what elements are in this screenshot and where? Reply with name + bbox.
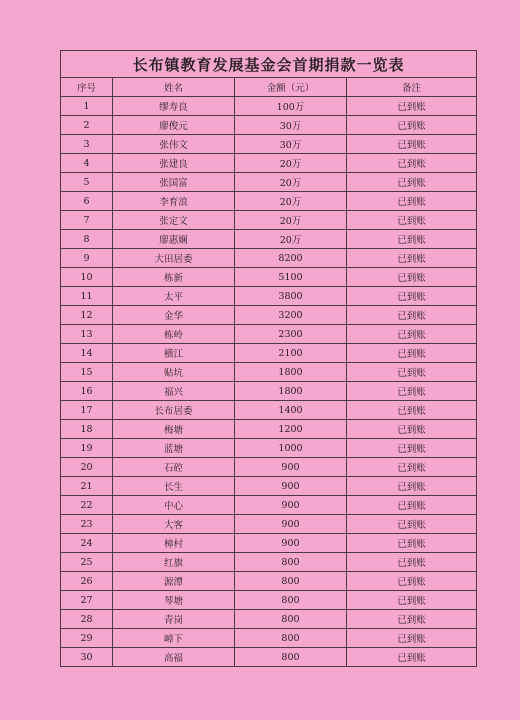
status-note: 已到账 [347,477,477,496]
donor-name: 贴坑 [113,363,235,382]
table-row [61,154,477,173]
header-name: 姓名 [113,78,235,97]
row-number: 29 [61,629,113,648]
donation-table [60,50,477,667]
status-note: 已到账 [347,287,477,306]
donation-amount: 20万 [235,154,347,173]
donor-name: 张国富 [113,173,235,192]
row-number: 7 [61,211,113,230]
status-note: 已到账 [347,249,477,268]
donor-name: 横江 [113,344,235,363]
table-row [61,648,477,667]
donor-name: 张建良 [113,154,235,173]
table-row [61,572,477,591]
donor-name: 廖惠娴 [113,230,235,249]
row-number: 23 [61,515,113,534]
status-note: 已到账 [347,648,477,667]
row-number: 27 [61,591,113,610]
row-number: 17 [61,401,113,420]
donation-amount: 30万 [235,116,347,135]
row-number: 22 [61,496,113,515]
status-note: 已到账 [347,591,477,610]
donation-amount: 3800 [235,287,347,306]
table-row [61,230,477,249]
donation-amount: 2100 [235,344,347,363]
row-number: 19 [61,439,113,458]
table-row [61,173,477,192]
row-number: 9 [61,249,113,268]
row-number: 20 [61,458,113,477]
table-row [61,192,477,211]
status-note: 已到账 [347,610,477,629]
status-note: 已到账 [347,154,477,173]
donation-amount: 8200 [235,249,347,268]
status-note: 已到账 [347,572,477,591]
donation-amount: 900 [235,515,347,534]
donor-name: 红旗 [113,553,235,572]
table-row [61,401,477,420]
table-row [61,515,477,534]
status-note: 已到账 [347,439,477,458]
row-number: 11 [61,287,113,306]
status-note: 已到账 [347,306,477,325]
table-row [61,287,477,306]
status-note: 已到账 [347,629,477,648]
donor-name: 樟村 [113,534,235,553]
donation-amount: 20万 [235,192,347,211]
table-row [61,439,477,458]
status-note: 已到账 [347,97,477,116]
donation-amount: 5100 [235,268,347,287]
donor-name: 栋新 [113,268,235,287]
status-note: 已到账 [347,515,477,534]
row-number: 24 [61,534,113,553]
table-row [61,629,477,648]
table-row [61,344,477,363]
donor-name: 张定文 [113,211,235,230]
donation-amount: 100万 [235,97,347,116]
status-note: 已到账 [347,534,477,553]
donor-name: 张伟文 [113,135,235,154]
row-number: 30 [61,648,113,667]
header-row [61,78,477,97]
donor-name: 源潭 [113,572,235,591]
row-number: 4 [61,154,113,173]
status-note: 已到账 [347,116,477,135]
donation-amount: 800 [235,610,347,629]
donor-name: 廖俊元 [113,116,235,135]
header-note: 备注 [347,78,477,97]
status-note: 已到账 [347,382,477,401]
table-row [61,306,477,325]
donation-amount: 2300 [235,325,347,344]
row-number: 14 [61,344,113,363]
status-note: 已到账 [347,344,477,363]
status-note: 已到账 [347,135,477,154]
table-row [61,97,477,116]
donation-amount: 20万 [235,230,347,249]
status-note: 已到账 [347,211,477,230]
row-number: 2 [61,116,113,135]
table-row [61,534,477,553]
row-number: 18 [61,420,113,439]
donation-amount: 800 [235,591,347,610]
table-row [61,591,477,610]
status-note: 已到账 [347,173,477,192]
row-number: 21 [61,477,113,496]
donor-name: 长生 [113,477,235,496]
donor-name: 中心 [113,496,235,515]
donor-name: 栋岭 [113,325,235,344]
donor-name: 石硿 [113,458,235,477]
donor-name: 梅塘 [113,420,235,439]
donor-name: 青岗 [113,610,235,629]
status-note: 已到账 [347,553,477,572]
donation-amount: 800 [235,572,347,591]
table-row [61,420,477,439]
row-number: 5 [61,173,113,192]
status-note: 已到账 [347,268,477,287]
donor-name: 蓝塘 [113,439,235,458]
table-row [61,211,477,230]
table-row [61,135,477,154]
status-note: 已到账 [347,192,477,211]
donor-name: 大客 [113,515,235,534]
table-title: 长布镇教育发展基金会首期捐款一览表 [61,51,477,78]
donation-amount: 900 [235,496,347,515]
donor-name: 琴塘 [113,591,235,610]
donor-name: 高福 [113,648,235,667]
row-number: 3 [61,135,113,154]
donation-amount: 800 [235,629,347,648]
status-note: 已到账 [347,401,477,420]
table-row [61,458,477,477]
donation-amount: 800 [235,553,347,572]
status-note: 已到账 [347,458,477,477]
table-row [61,325,477,344]
row-number: 28 [61,610,113,629]
status-note: 已到账 [347,363,477,382]
donation-amount: 20万 [235,211,347,230]
donation-amount: 900 [235,458,347,477]
donor-name: 太平 [113,287,235,306]
table-row [61,363,477,382]
donation-amount: 20万 [235,173,347,192]
row-number: 1 [61,97,113,116]
donation-amount: 30万 [235,135,347,154]
status-note: 已到账 [347,420,477,439]
donation-amount: 900 [235,477,347,496]
table-row [61,116,477,135]
status-note: 已到账 [347,496,477,515]
donation-amount: 1800 [235,363,347,382]
donor-name: 福兴 [113,382,235,401]
table-row [61,268,477,287]
header-amount: 金额（元） [235,78,347,97]
row-number: 15 [61,363,113,382]
row-number: 10 [61,268,113,287]
donor-name: 嶂下 [113,629,235,648]
table-row [61,249,477,268]
header-no: 序号 [61,78,113,97]
donation-amount: 1800 [235,382,347,401]
row-number: 26 [61,572,113,591]
table-row [61,553,477,572]
row-number: 6 [61,192,113,211]
donor-name: 长布居委 [113,401,235,420]
donor-name: 李育浪 [113,192,235,211]
row-number: 13 [61,325,113,344]
table-body [61,97,477,667]
donation-amount: 900 [235,534,347,553]
donor-name: 金华 [113,306,235,325]
table-row [61,610,477,629]
status-note: 已到账 [347,325,477,344]
donor-name: 大田居委 [113,249,235,268]
donation-amount: 1400 [235,401,347,420]
table-row [61,477,477,496]
donor-name: 缪寿良 [113,97,235,116]
table-row [61,382,477,401]
row-number: 16 [61,382,113,401]
donation-amount: 1200 [235,420,347,439]
donation-amount: 1000 [235,439,347,458]
row-number: 8 [61,230,113,249]
row-number: 25 [61,553,113,572]
table-row [61,496,477,515]
status-note: 已到账 [347,230,477,249]
donation-amount: 800 [235,648,347,667]
row-number: 12 [61,306,113,325]
donation-amount: 3200 [235,306,347,325]
